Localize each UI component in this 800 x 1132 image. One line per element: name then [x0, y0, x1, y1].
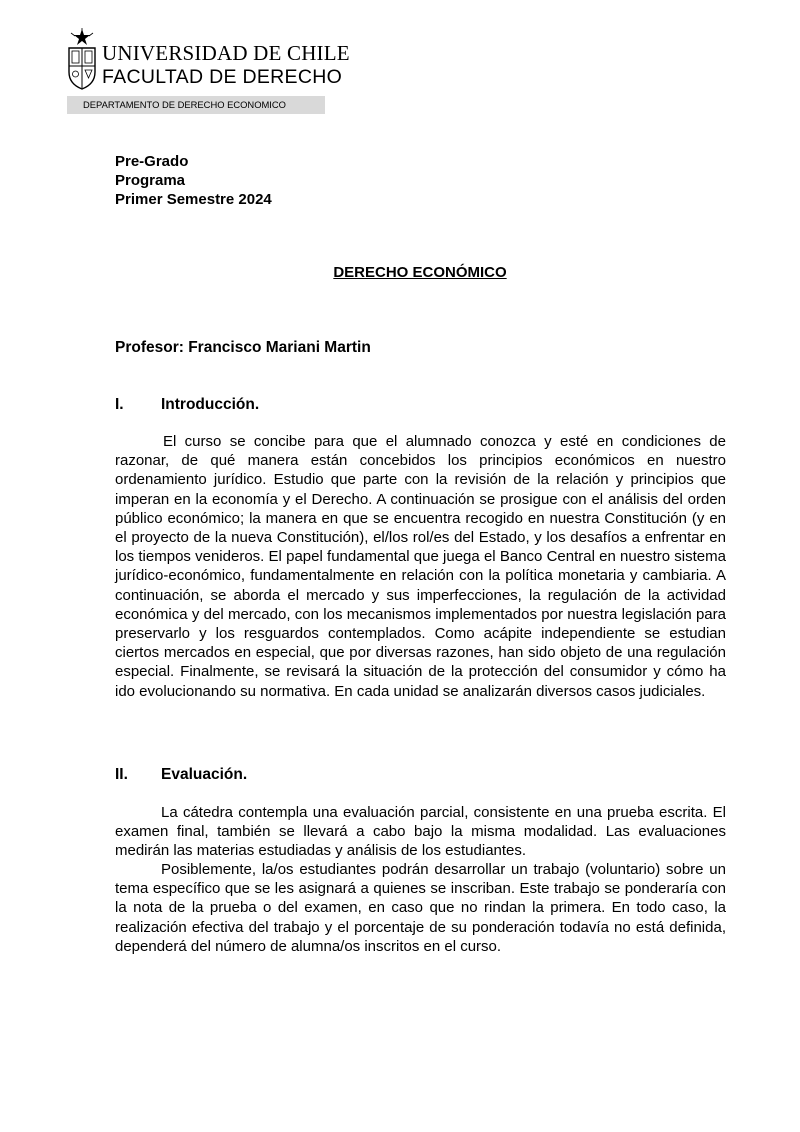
- evaluation-paragraph-2: Posiblemente, la/os estudiantes podrán desarrollar un trabajo (voluntario) sobre un tema específico que se les asignará a quienes se inscriban. Este trabajo se ponderaría con la nota de la prueba o del examen, en caso que no rindan la primera. En todo caso, la realización efectiva del trabajo y el porcentaje de su ponderación todavía no está definida, dependerá del número de alumna/os inscritos en el curso.: [115, 861, 726, 955]
- evaluation-paragraph-1: La cátedra contempla una evaluación parcial, consistente en una prueba escrita. El examen final, también se llevará a cabo bajo la misma modalidad. Las evaluaciones medirán las materias estudiadas y análisis de los estudiantes.: [115, 804, 726, 860]
- meta-type: Programa: [115, 172, 186, 189]
- section-number: I.: [115, 396, 124, 413]
- professor-line: Profesor: Francisco Mariani Martin: [115, 339, 371, 356]
- university-crest-icon: [67, 28, 97, 90]
- introduction-paragraph: El curso se concibe para que el alumnado conozca y esté en condiciones de razonar, de qué manera están concebidos los principios económicos en nuestro ordenamiento jurídico. Estudio que parte con la revisión de la relación y principios que imperan en la economía y el Derecho. A continuación se prosigue con el análisis del orden público económico; la manera en que se encuentra recogido en nuestra Constitución (y en el proyecto de la nueva Constitución), el/los rol/es del Estado, y los desafíos a enfrentar en los tiempos venideros. El papel fundamental que juega el Banco Central en nuestro sistema jurídico-económico, fundamentalmente en relación con la política monetaria y cambiaria. A continuación, se aborda el mercado y sus imperfecciones, la regulación de la actividad económica y del mercado, con los mecanismos implementados por nuestra legislación para preservarlo y los resguardos contemplados. Como acápite independiente se estudian ciertos mercados en especial, que por diversas razones, han sido objeto de una regulación especial. Finalmente, se revisará la situación de la protección del consumidor y cómo ha ido evolucionando su normativa. En cada unidad se analizarán diversos casos judiciales.: [115, 433, 726, 700]
- section-title: Evaluación.: [161, 766, 248, 783]
- department-banner: DEPARTAMENTO DE DERECHO ECONOMICO: [67, 96, 325, 114]
- course-title: DERECHO ECONÓMICO: [333, 264, 507, 281]
- faculty-name: FACULTAD DE DERECHO: [102, 66, 343, 88]
- section-heading-introduccion: [115, 396, 259, 414]
- meta-semester: Primer Semestre 2024: [115, 191, 272, 208]
- course-meta: [115, 152, 272, 209]
- section-heading-evaluacion: [115, 766, 247, 784]
- section-title: Introducción.: [161, 396, 260, 413]
- meta-level: Pre-Grado: [115, 153, 189, 170]
- section-number: II.: [115, 766, 128, 783]
- university-name: UNIVERSIDAD DE CHILE: [102, 41, 350, 65]
